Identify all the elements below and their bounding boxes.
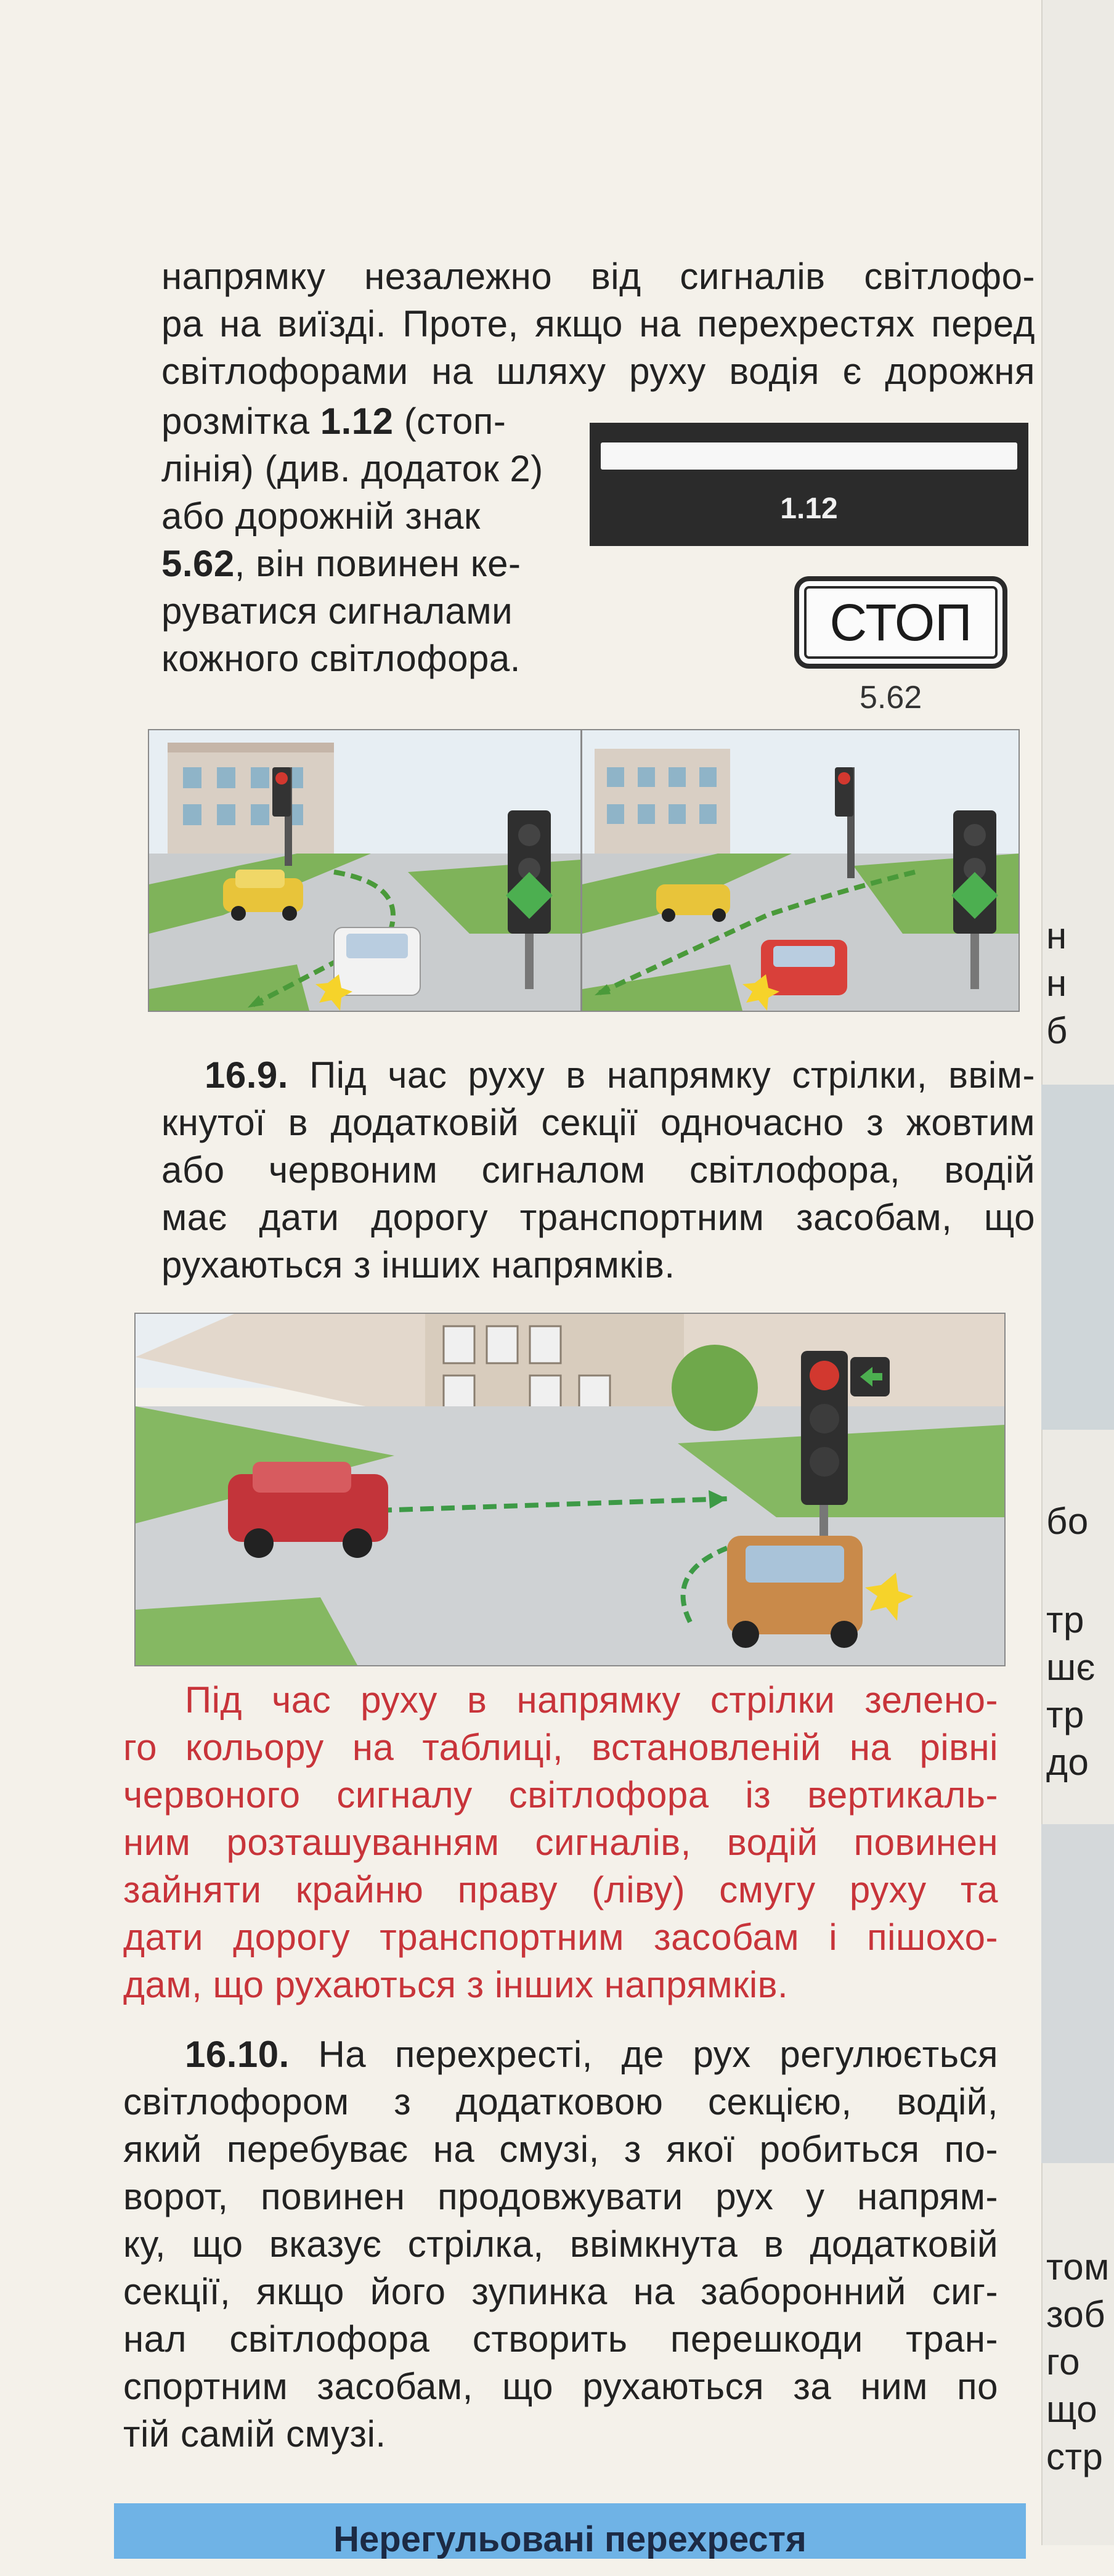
text-line: Під час руху в напрямку стрілки зелено- <box>185 1679 998 1721</box>
next-page-fragment-group <box>1041 1596 1114 1800</box>
text-line: зайняти крайню праву (ліву) смугу руху та <box>123 1869 998 1910</box>
red-note <box>123 1676 998 2008</box>
text-line: ворот, повинен продовжувати рух у напрям- <box>123 2176 998 2217</box>
marking-ref: 1.12 <box>320 401 394 442</box>
fragment-text: н н б <box>1046 915 1068 1051</box>
text-line: ним розташуванням сигналів, водій повинен <box>123 1822 998 1863</box>
text-line: який перебуває на смузі, з якої робиться по- <box>123 2129 998 2170</box>
text-line: тій самій смузі. <box>123 2413 386 2455</box>
text-line: або червоним сигналом світлофора, водій <box>161 1149 1035 1191</box>
stop-sign-caption: 5.62 <box>860 680 922 715</box>
rule-number: 16.10. <box>185 2034 290 2075</box>
text-line: розмітка 1.12 (стоп- <box>161 401 506 442</box>
rule-16-10 <box>123 2031 998 2458</box>
paragraph-left <box>161 397 556 682</box>
next-page-fragment-group <box>1041 1498 1114 1547</box>
text-line: го кольору на таблиці, встановленій на рівні <box>123 1727 998 1768</box>
text-line: 16.10. На перехресті, де рух регулюється <box>185 2034 998 2075</box>
text-line: кожного світлофора. <box>161 638 521 679</box>
fragment-text: тр шє тр до <box>1046 1599 1096 1783</box>
text-line: ра на виїзді. Проте, якщо на перехрестях перед <box>161 303 1035 344</box>
next-page-illustration-fragment <box>1041 1085 1114 1430</box>
text-line: 5.62, він повинен ке- <box>161 543 521 584</box>
text-line: руватися сигналами <box>161 590 513 632</box>
text-line: дам, що рухаються з інших напрямків. <box>123 1964 789 2005</box>
next-page-fragment-group <box>1041 912 1114 1060</box>
text-line: 16.9. Під час руху в напрямку стрілки, ввім- <box>205 1054 1035 1096</box>
text-line: світлофором з додатковою секцією, водій, <box>123 2081 998 2122</box>
intersection-illustration-right <box>581 729 1020 1012</box>
section-heading-bar: Нерегульовані перехрестя <box>114 2503 1026 2559</box>
green-arrow-intersection-illustration <box>134 1313 1006 1666</box>
text-line: червоного сигналу світлофора із вертикаль- <box>123 1774 998 1816</box>
paragraph-top <box>161 253 1035 395</box>
text-line: рухаються з інших напрямків. <box>161 1244 675 1286</box>
text-line: ку, що вказує стрілка, ввімкнута в додатковій <box>123 2223 998 2265</box>
text-line: кнутої в додатковій секції одночасно з жовтим <box>161 1102 1035 1143</box>
fragment-text: бо <box>1046 1501 1089 1542</box>
sign-ref: 5.62 <box>161 543 235 584</box>
rule-number: 16.9. <box>205 1054 288 1096</box>
text-line: або дорожній знак <box>161 495 481 537</box>
rule-16-9 <box>161 1051 1035 1289</box>
text-line: напрямку незалежно від сигналів світлофо- <box>161 256 1035 297</box>
marking-label: 1.12 <box>780 492 838 525</box>
text-line: спортним засобам, що рухаються за ним по <box>123 2366 998 2407</box>
text-line: має дати дорогу транспортним засобам, що <box>161 1197 1035 1238</box>
text-line: лінія) (див. додаток 2) <box>161 448 543 489</box>
stop-line-marking <box>590 423 1028 546</box>
stop-sign: СТОП <box>794 576 1007 669</box>
intersection-illustration-left <box>148 729 582 1012</box>
next-page-fragment-group <box>1041 2243 1114 2490</box>
fragment-text: том зоб го що стр <box>1046 2246 1110 2477</box>
text-line: світлофорами на шляху руху водія є дорожня <box>161 351 1035 392</box>
text-line: дати дорогу транспортним засобам і пішохо- <box>123 1917 998 1958</box>
next-page-illustration-fragment <box>1041 1824 1114 2163</box>
text-line: нал світлофора створить перешкоди тран- <box>123 2318 998 2360</box>
stop-line <box>601 442 1017 470</box>
text-line: секції, якщо його зупинка на заборонний сиг- <box>123 2271 998 2312</box>
